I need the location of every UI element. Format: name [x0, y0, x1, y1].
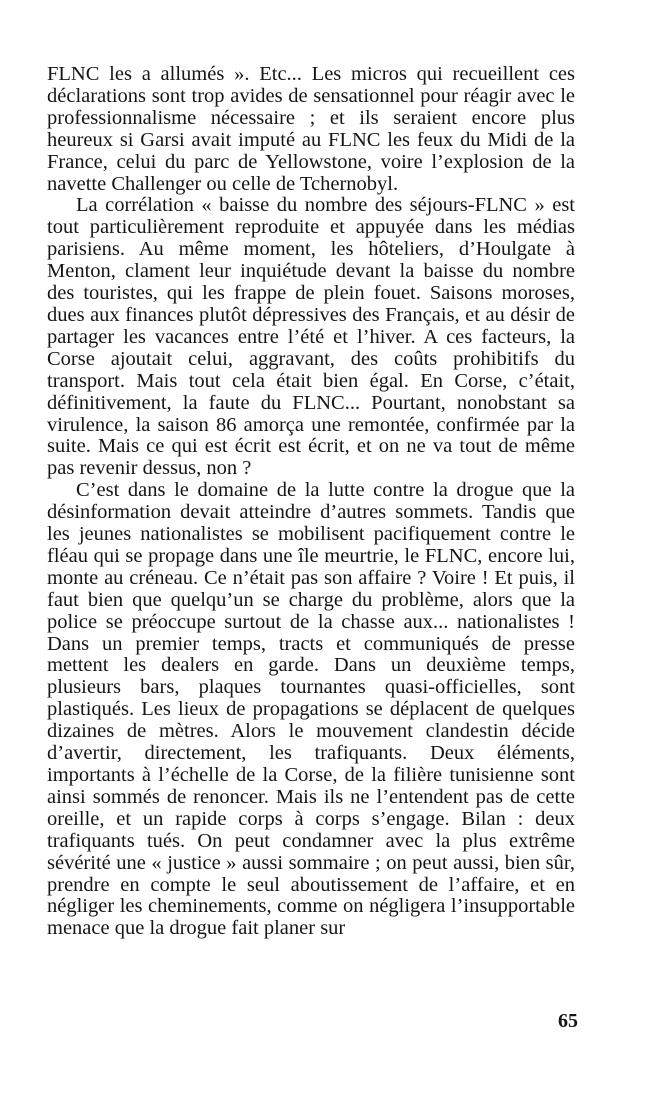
paragraph: La corrélation « baisse du nombre des séjours-FLNC » est tout particulièrement reproduite et appuyée dans les médias parisiens. Au même moment, les hôteliers, d’Houlgate à Menton, clament leur inquiétude devant la baisse du nombre des touristes, qui les frappe de plein fouet. Saisons moroses, dues aux finances plutôt dépressives des Français, et au désir de partager les vacances entre l’été et l’hiver. A ces facteurs, la Corse ajoutait celui, aggravant, des coûts prohibitifs du transport. Mais tout cela était bien égal. En Corse, c’était, définitivement, la faute du FLNC... Pourtant, nonobstant sa virulence, la saison 86 amorça une remontée, confirmée par la suite. Mais ce qui est écrit est écrit, et on ne va tout de même pas revenir dessus, non ?: [47, 194, 575, 480]
paragraph-continued: FLNC les a allumés ». Etc... Les micros qui recueillent ces déclarations sont trop avides de sensationnel pour réagir avec le professionnalisme nécessaire ; et ils seraient encore plus heureux si Garsi avait imputé au FLNC les feux du Midi de la France, celui du parc de Yellowstone, voire l’explosion de la navette Challenger ou celle de Tchernobyl.: [47, 63, 575, 195]
paragraph: C’est dans le domaine de la lutte contre la drogue que la désinformation devait atteindre d’autres sommets. Tandis que les jeunes nationalistes se mobilisent pacifiquement contre le fléau qui se propage dans une île meurtrie, le FLNC, encore lui, monte au créneau. Ce n’était pas son affaire ? Voire ! Et puis, il faut bien que quelqu’un se charge du problème, alors que la police se préoccupe surtout de la chasse aux... nationalistes ! Dans un premier temps, tracts et communiqués de presse mettent les dealers en garde. Dans un deuxième temps, plusieurs bars, plaques tournantes quasi-officielles, sont plastiqués. Les lieux de propagations se déplacent de quelques dizaines de mètres. Alors le mouvement clandestin décide d’avertir, directement, les trafiquants. Deux éléments, importants à l’échelle de la Corse, de la filière tunisienne sont ainsi sommés de renoncer. Mais ils ne l’entendent pas de cette oreille, et un rapide corps à corps s’engage. Bilan : deux trafiquants tués. On peut condamner avec la plus extrême sévérité une « justice » aussi sommaire ; on peut aussi, bien sûr, prendre en compte le seul aboutissement de l’affaire, et en négliger les cheminements, comme on négligera l’insupportable menace que la drogue fait planer sur: [47, 479, 575, 940]
body-text: [47, 64, 575, 940]
page-number: 65: [558, 1010, 578, 1032]
